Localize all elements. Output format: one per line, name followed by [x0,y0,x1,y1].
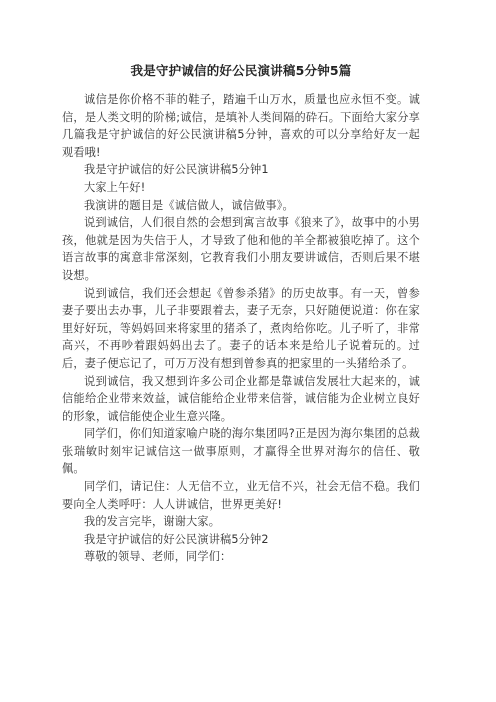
remember-paragraph: 同学们，请记住：人无信不立，业无信不兴，社会无信不稳。我们要向全人类呼吁：人人讲诚信，世界更美好! [62,480,420,511]
closing-paragraph: 我的发言完毕，谢谢大家。 [84,515,221,529]
document-title: 我是守护诚信的好公民演讲稿5分钟5篇 [130,63,352,78]
section-heading-1: 我是守护诚信的好公民演讲稿5分钟1 [84,163,269,177]
wolf-story-paragraph: 说到诚信，人们很自然的会想到寓言故事《狼来了》，故事中的小男孩，他就是因为失信于人，才导致了他和他的羊全都被狼吃掉了。这个语言故事的寓意非常深刻，它教育我们小朋友要讲诚信，否则后果不堪设想。 [62,216,420,282]
section-heading-2: 我是守护诚信的好公民演讲稿5分钟2 [84,532,269,546]
enterprise-paragraph: 说到诚信，我又想到许多公司企业都是靠诚信发展壮大起来的，诚信能给企业带来效益，诚信能给企业带来信誉，诚信能为企业树立良好的形象，诚信能使企业生意兴隆。 [62,374,420,423]
intro-paragraph: 诚信是你价格不菲的鞋子，踏遍千山万水，质量也应永恒不变。诚信，是人类文明的阶梯;诚信，是填补人类间隔的砕石。下面给大家分享几篇我是守护诚信的好公民演讲稿5分钟，喜欢的可以分享给好友一起观看哦! [62,93,420,159]
haier-paragraph: 同学们，你们知道家喻户晓的海尔集团吗?正是因为海尔集团的总裁张瑞敏时刻牢记诚信这一做事原则，才赢得全世界对海尔的信任、敬佩。 [62,427,420,476]
greeting-paragraph: 大家上午好! [84,180,146,194]
zengshen-story-paragraph: 说到诚信，我们还会想起《曾参杀猪》的历史故事。有一天，曾参妻子要出去办事，儿子非要跟着去，妻子无奈，只好随便说道：你在家里好好玩，等妈妈回来将家里的猪杀了，煮肉给你吃。儿子听了，非常高兴，不再吵着跟妈妈出去了。妻子的话本来是给儿子说着玩的。过后，妻子便忘记了，可万万没有想到曾参真的把家里的一头猪给杀了。 [62,286,420,370]
salutation-paragraph: 尊敬的领导、老师，同学们： [84,550,232,564]
speech-topic-paragraph: 我演讲的题目是《诚信做人，诚信做事》。 [84,198,294,212]
